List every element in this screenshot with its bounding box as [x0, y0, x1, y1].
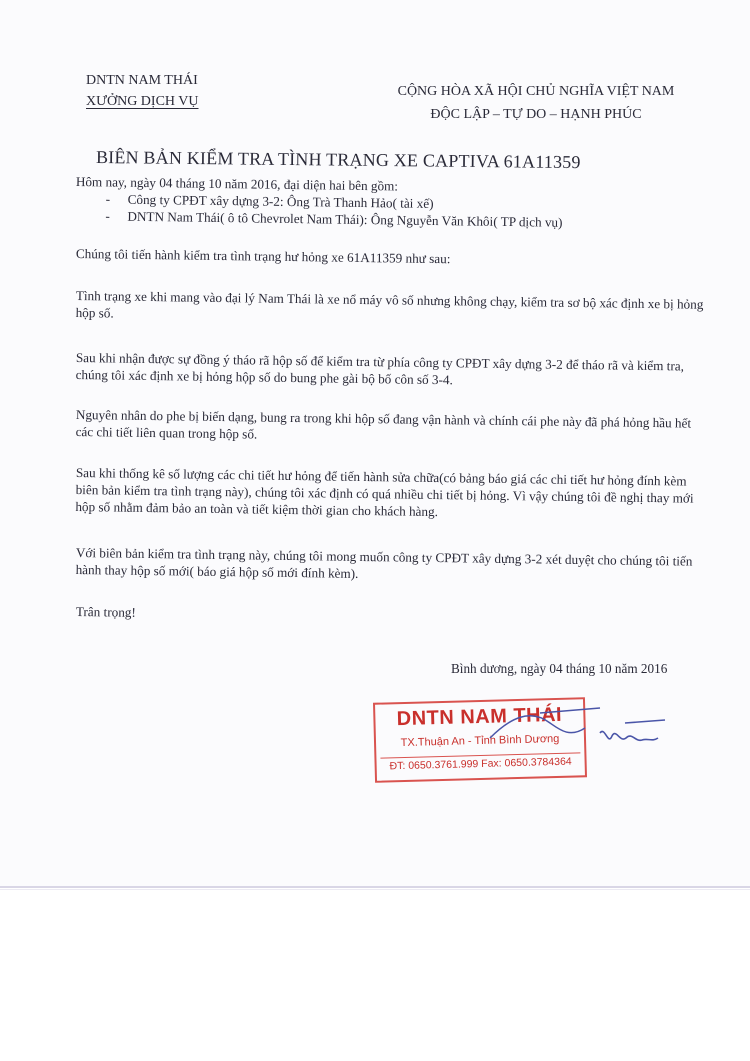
party-item: - Công ty CPĐT xây dựng 3-2: Ông Trà Thanh Hảo( tài xế)	[106, 190, 711, 215]
page-bottom-edge-shadow	[0, 889, 750, 890]
signing-place-date: Bình dương, ngày 04 tháng 10 năm 2016	[451, 661, 668, 676]
national-motto: ĐỘC LẬP – TỰ DO – HẠNH PHÚC	[430, 107, 642, 122]
party-item: - DNTN Nam Thái( ô tô Chevrolet Nam Thái): Ông Nguyễn Văn Khôi( TP dịch vụ)	[105, 207, 710, 232]
country-name: CỘNG HÒA XÃ HỘI CHỦ NGHĨA VIỆT NAM	[397, 84, 675, 99]
intro-section	[75, 173, 711, 233]
handwritten-signature	[420, 698, 690, 768]
document-title: BIÊN BẢN KIỂM TRA TÌNH TRẠNG XE CAPTIVA 61A11359	[95, 147, 581, 173]
org-name: DNTN NAM THÁI	[86, 73, 198, 88]
stamp-company-name: DNTN NAM THÁI	[396, 703, 563, 731]
page-bottom-edge	[0, 886, 750, 888]
paragraph-request: Với biên bản kiểm tra tình trạng này, chúng tôi mong muốn công ty CPĐT xây dựng 3-2 xét duyệt cho chúng tôi tiến hành thay hộp số mới( báo giá hộp số mới đính kèm).	[75, 544, 693, 581]
paragraph-cause: Nguyên nhân do phe bị biến dạng, bung ra trong khi hộp số đang vận hành và chính cái phe này đã phá hỏng hầu hết các chi tiết liên quan trong hộp số.	[75, 406, 692, 442]
paragraph-recommendation: Sau khi thống kê số lượng các chi tiết hư hỏng để tiến hành sửa chữa(có bảng báo giá các chi tiết hư hỏng đính kèm biên bản kiểm tra tình trạng này), chúng tôi xác định có quá nhiều chi tiết bị hỏng. Vì vậy chúng tôi đề nghị thay mới hộp số nhằm đảm bảo an toàn và tiết kiệm thời gian cho khách hàng.	[75, 464, 694, 520]
stamp-contact: ĐT: 0650.3761.999 Fax: 0650.3784364	[380, 752, 580, 772]
paragraph-initial-condition: Tình trạng xe khi mang vào đại lý Nam Thái là xe nổ máy vô số nhưng không chạy, kiểm tra sơ bộ xác định xe bị hỏng hộp số.	[75, 287, 704, 321]
paragraph-inspection-intro: Chúng tôi tiến hành kiểm tra tình trạng hư hỏng xe 61A11359 như sau:	[75, 245, 451, 267]
org-department: XƯỞNG DỊCH VỤ	[86, 94, 199, 109]
organization-header	[86, 70, 199, 112]
intro-line: Hôm nay, ngày 04 tháng 10 năm 2016, đại diện hai bên gồm:	[75, 173, 399, 194]
paragraph-disassembly-findings: Sau khi nhận được sự đồng ý tháo rã hộp số để kiểm tra từ phía công ty CPĐT xây dựng 3-2 để tháo rã và kiểm tra, chúng tôi xác định xe bị hỏng hộp số do bung phe gài bộ bố côn số 3-4.	[75, 349, 685, 388]
national-header	[382, 80, 690, 126]
closing-salutation: Trân trọng!	[75, 603, 136, 620]
stamp-address: TX.Thuận An - Tỉnh Bình Dương	[400, 732, 560, 750]
